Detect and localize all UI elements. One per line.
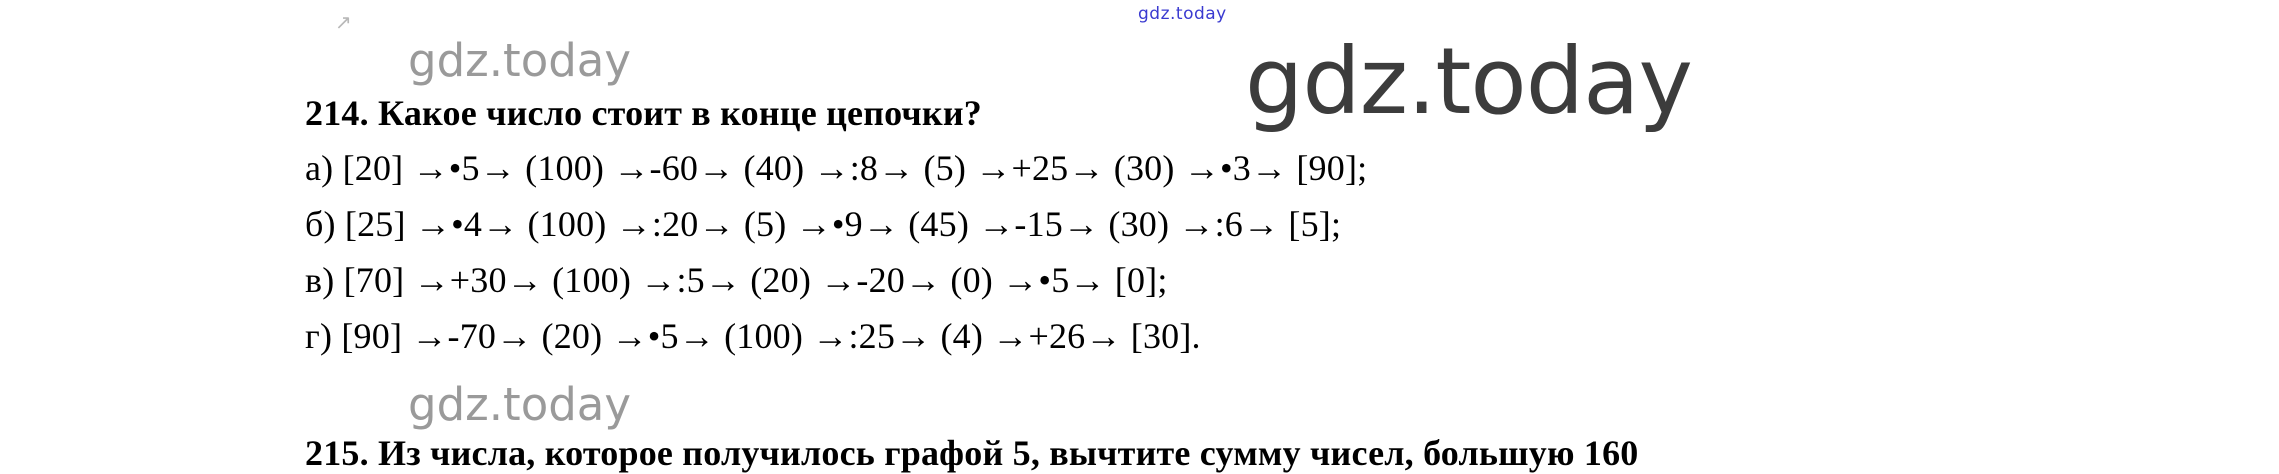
stray-mark-icon: ↗ [335,12,352,34]
task-title-214: 214. Какое число стоит в конце цепочки? [305,93,982,133]
task-title-215-partial: 215. Из числа, которое получилось графой 5, вычтите сумму чисел, большую 160 [305,433,1639,473]
chain-line-a: а) [20] →•5→ (100) →-60→ (40) →:8→ (5) →+25→ (30) →•3→ [90]; [305,148,1368,188]
chain-line-c: в) [70] →+30→ (100) →:5→ (20) →-20→ (0) →•5→ [0]; [305,260,1168,300]
watermark-top-center: gdz.today [1138,4,1227,24]
chain-line-d: г) [90] →-70→ (20) →•5→ (100) →:25→ (4) →+26→ [30]. [305,316,1201,356]
chain-line-b: б) [25] →•4→ (100) →:20→ (5) →•9→ (45) →-15→ (30) →:6→ [5]; [305,204,1342,244]
watermark-left-upper: gdz.today [408,34,632,87]
watermark-right-large: gdz.today [1245,28,1692,135]
watermark-left-lower: gdz.today [408,378,632,431]
